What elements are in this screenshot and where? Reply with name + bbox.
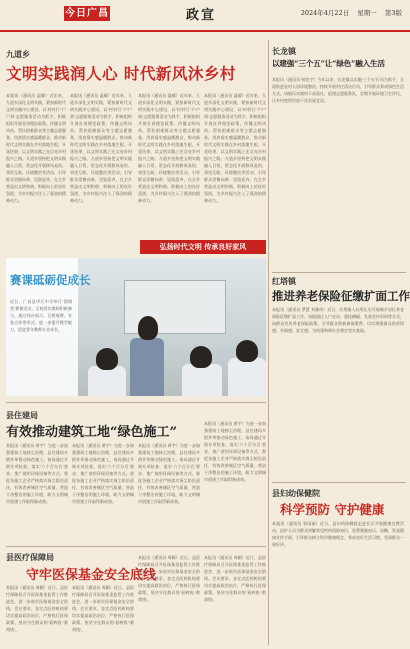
construction-headline: 有效推动建筑工地“绿色施工”	[6, 425, 177, 440]
lead-banner: 弘扬时代文明 传承良好家风	[140, 240, 266, 254]
issue-weekday: 星期一	[357, 9, 377, 17]
student-figure	[182, 364, 222, 396]
rural-body: 本报讯（通讯员 何欣宇）今年以来，长龙镇以实施'三个五'行动为抓手，全面推进农村人居环境整治，持续开展村庄清洁行动，引导群众养成绿色生活方式。该镇压实镇村干部责任，组建志愿服务队，定期开展环境卫生评比，让乡村变得更加干净美丽宜居。	[272, 77, 404, 103]
student-figure	[88, 366, 126, 396]
health-headline: 科学预防 守护健康	[280, 502, 385, 517]
lead-tag: 九道乡	[6, 49, 30, 59]
student-figure	[228, 358, 266, 396]
photo-caption-panel	[6, 258, 91, 396]
newspaper-logo: 今日广昌	[65, 8, 109, 19]
elderly-tag: 红塔镇	[272, 276, 296, 286]
medical-body-col1: 本报讯（通讯员 周颖）近日，县医疗保障局召开医保基金监管工作推进会，进一步筑牢医保基金安全防线。会议要求，各定点医药机构要切实提高政治站位，严格执行医保政策，坚决守住群众的'看病钱''救命钱'。	[6, 585, 68, 632]
photo-body: 近日，广昌县甲江中学举行'润课堂'赛课活动，全校青年教师积极参与，通过同台展示、互相观摩、专家点评等形式，进一步提升教学能力，促进青年教师专业成长。	[10, 299, 72, 332]
rural-tag: 长龙镇	[272, 46, 296, 56]
section-divider	[272, 272, 406, 273]
student-head	[236, 340, 258, 362]
medical-body-col4: 本报讯（通讯员 周颖）近日，县医疗保障局召开医保基金监管工作推进会，进一步筑牢医保基金安全防线。会议要求，各定点医药机构要切实提高政治站位，严格执行医保政策，坚决守住群众的'看病钱''救命钱'。	[204, 555, 266, 602]
medical-body-col3: 本报讯（通讯员 周颖）近日，县医疗保障局召开医保基金监管工作推进会，进一步筑牢医保基金安全防线。会议要求，各定点医药机构要切实提高政治站位，严格执行医保政策，坚决守住群众的'看病钱''救命钱'。	[138, 555, 200, 602]
student-head	[190, 346, 212, 368]
section-divider	[6, 402, 266, 403]
issue-date: 2024年4月22日	[300, 9, 350, 17]
medical-headline: 守牢医保基金安全底线	[26, 568, 157, 583]
lead-body-col3: 本报讯（通讯员 温耀）近年来，九道乡深化文明实践，紧扣新时代文明实践中心建设，以'村村行''户户到'志愿服务活动为抓手，积极组织开展宣讲理论政策、传播文明风尚、帮扶困难群众等主题志愿服务，用真情实感温暖群众，推动新时代文明实践在乡村落地生根、开花结果，以文明实践之光点亮乡村振兴之路。九道乡坚持把文明实践融入日常，常态化开展移风易俗、邻里互助、环境整治等活动，引导群众崇德向善、见贤思齐，在全乡营造出文明和谐、积极向上的良好氛围，为乡村振兴注入了强劲的精神动力。	[138, 93, 200, 203]
health-tag: 县妇幼保健院	[272, 488, 320, 498]
teacher-figure	[130, 338, 164, 396]
teacher-head	[138, 316, 158, 340]
medical-body-col2: 本报讯（通讯员 周颖）近日，县医疗保障局召开医保基金监管工作推进会，进一步筑牢医保基金安全防线。会议要求，各定点医药机构要切实提高政治站位，严格执行医保政策，坚决守住群众的'看病钱''救命钱'。	[72, 585, 134, 632]
issue-meta	[295, 8, 402, 17]
section-title: 政宣	[186, 8, 217, 23]
classroom-photo	[6, 258, 266, 396]
elderly-body: 本报讯（通讯员 罗慧 刘雅伟）近日，红塔镇人社所扎实开展城乡居民养老保险征缴扩面工作。该镇通过入户走访、悬挂横幅、发放宣传资料等方式，向群众宣传养老保险政策，引导群众积极参保缴费，切实增强群众的获得感、幸福感、安全感，为构建和谐社会奠定坚实基础。	[272, 307, 404, 333]
medical-tag: 县医疗保障局	[6, 552, 54, 562]
lead-body-col2: 本报讯（通讯员 温耀）近年来，九道乡深化文明实践，紧扣新时代文明实践中心建设，以'村村行''户户到'志愿服务活动为抓手，积极组织开展宣讲理论政策、传播文明风尚、帮扶困难群众等主题志愿服务，用真情实感温暖群众，推动新时代文明实践在乡村落地生根、开花结果，以文明实践之光点亮乡村振兴之路。九道乡坚持把文明实践融入日常，常态化开展移风易俗、邻里互助、环境整治等活动，引导群众崇德向善、见贤思齐，在全乡营造出文明和谐、积极向上的良好氛围，为乡村振兴注入了强劲的精神动力。	[70, 93, 132, 203]
section-divider	[272, 482, 406, 483]
lead-body-col1: 本报讯（通讯员 温耀）近年来，九道乡深化文明实践，紧扣新时代文明实践中心建设，以'村村行''户户到'志愿服务活动为抓手，积极组织开展宣讲理论政策、传播文明风尚、帮扶困难群众等主题志愿服务，用真情实感温暖群众，推动新时代文明实践在乡村落地生根、开花结果，以文明实践之光点亮乡村振兴之路。九道乡坚持把文明实践融入日常，常态化开展移风易俗、邻里互助、环境整治等活动，引导群众崇德向善、见贤思齐，在全乡营造出文明和谐、积极向上的良好氛围，为乡村振兴注入了强劲的精神动力。	[6, 93, 66, 203]
student-head	[96, 348, 118, 370]
column-divider	[268, 40, 269, 645]
construction-body-col1: 本报讯（通讯员 黄宇）为进一步加强建筑工地扬尘治理，县住建局多措并举推动绿色施工。该局通过开展专项检查、落实'六个百分百'要求、推广使用环保设备等方式，督促各施工企业严格落实扬尘防治责任，有效改善城区空气质量，营造干净整洁的施工环境，助力文明城市创建工作取得新成效。	[6, 443, 68, 504]
lead-body-col4: 本报讯（通讯员 温耀）近年来，九道乡深化文明实践，紧扣新时代文明实践中心建设，以'村村行''户户到'志愿服务活动为抓手，积极组织开展宣讲理论政策、传播文明风尚、帮扶困难群众等主题志愿服务，用真情实感温暖群众，推动新时代文明实践在乡村落地生根、开花结果，以文明实践之光点亮乡村振兴之路。九道乡坚持把文明实践融入日常，常态化开展移风易俗、邻里互助、环境整治等活动，引导群众崇德向善、见贤思齐，在全乡营造出文明和谐、积极向上的良好氛围，为乡村振兴注入了强劲的精神动力。	[204, 93, 266, 203]
construction-body-col4: 本报讯（通讯员 黄宇）为进一步加强建筑工地扬尘治理，县住建局多措并举推动绿色施工。该局通过开展专项检查、落实'六个百分百'要求、推广使用环保设备等方式，督促各施工企业严格落实扬尘防治责任，有效改善城区空气质量，营造干净整洁的施工环境，助力文明城市创建工作取得新成效。	[204, 421, 266, 482]
elderly-headline: 推进养老保险征缴扩面工作	[272, 289, 410, 303]
construction-body-col3: 本报讯（通讯员 黄宇）为进一步加强建筑工地扬尘治理，县住建局多措并举推动绿色施工。该局通过开展专项检查、落实'六个百分百'要求、推广使用环保设备等方式，督促各施工企业严格落实扬尘防治责任，有效改善城区空气质量，营造干净整洁的施工环境，助力文明城市创建工作取得新成效。	[138, 443, 200, 504]
section-divider	[6, 546, 266, 547]
rural-headline: 以建强“三个五”让“绿色”融入生活	[272, 59, 385, 68]
construction-tag: 县住建局	[6, 410, 38, 420]
issue-page: 第3版	[384, 9, 402, 17]
masthead-rule	[0, 30, 410, 32]
lead-headline: 文明实践润人心 时代新风沐乡村	[6, 64, 236, 83]
health-body: 本报讯（通讯员 邹雨丽）近日，县妇幼保健院走进社区开展健康宣教活动，医护人员为群众讲解常见疾病预防知识，免费测量血压、血糖，发放健康宣传手册，引导群众树立科学健康理念，养成良好生活习惯，受到群众一致好评。	[272, 521, 404, 547]
photo-headline: 赛课砥砺促成长	[10, 273, 91, 287]
construction-body-col2: 本报讯（通讯员 黄宇）为进一步加强建筑工地扬尘治理，县住建局多措并举推动绿色施工。该局通过开展专项检查、落实'六个百分百'要求、推广使用环保设备等方式，督促各施工企业严格落实扬尘防治责任，有效改善城区空气质量，营造干净整洁的施工环境，助力文明城市创建工作取得新成效。	[72, 443, 134, 504]
